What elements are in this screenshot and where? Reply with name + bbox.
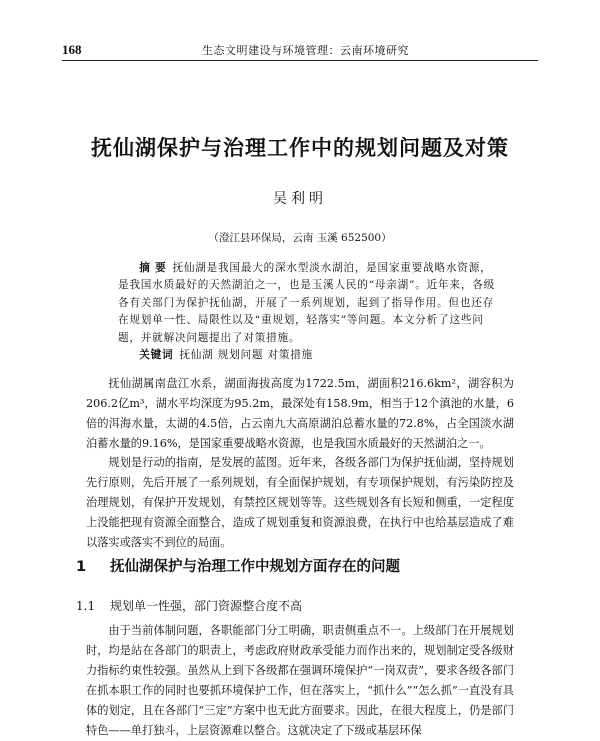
abstract-label: 摘 要 [139, 262, 167, 274]
subsection-number: 1.1 [76, 599, 96, 613]
keywords-text: 抚仙湖 规划问题 对策措施 [179, 349, 314, 362]
keywords [118, 347, 502, 364]
section-number: 1 [76, 559, 87, 575]
section-title: 抚仙湖保护与治理工作中规划方面存在的问题 [110, 559, 400, 575]
abstract-paragraph [118, 260, 502, 347]
abstract-text: 抚仙湖是我国最大的深水型淡水湖泊，是国家重要战略水资源，是我国水质最好的天然湖泊之一，也是玉溪人民的“母亲湖”。近年来，各级各有关部门为保护抚仙湖，开展了一系列规划，起到了指导作用。但也还存在规划单一性、局限性以及“重规划，轻落实”等问题。本文分析了这些问题，并就解决问题提出了对策措施。 [118, 262, 496, 344]
section-heading [76, 555, 400, 576]
subsection-title: 规划单一性强，部门资源整合度不高 [110, 599, 303, 613]
page-number: 168 [62, 42, 82, 57]
body-paragraph: 由于当前体制问题，各职能部门分工明确，职责侧重点不一。上级部门在开展规划时，均是站在各部门的职责上，考虑政府财政承受能力而作出来的，规划制定受各级财力指标约束性较强。虽然从上到下各级都在强调环境保护“一岗双责”，要求各级各部门在抓本职工作的同时也要抓环境保护工作，但在落实上，“抓什么”“怎么抓”一直没有具体的划定，且在各部门“三定”方案中也无此方面要求。因此，在很大程度上，仍是部门特色——单打独斗，上层资源难以整合。这就决定了下级或基层环保 [86, 624, 514, 737]
abstract [118, 260, 502, 364]
subsection-heading [76, 597, 302, 614]
running-head-title: 生态文明建设与环境管理：云南环境研究 [202, 44, 409, 57]
author-affiliation: （澄江县环保局，云南 玉溪 652500） [208, 232, 392, 244]
intro-paragraph: 抚仙湖属南盘江水系，湖面海拔高度为1722.5m，湖面积216.6km²，湖容积为206.2亿m³，湖水平均深度为95.2m，最深处有158.9m，相当于12个滇池的水量，6倍的洱海水量，太湖的4.5倍，占云南九大高原湖泊总蓄水量的72.8%，占全国淡水湖泊蓄水量的9.16%，是国家重要战略水资源，也是我国水质最好的天然湖泊之一。 [86, 377, 514, 450]
paper-title: 抚仙湖保护与治理工作中的规划问题及对策 [91, 136, 509, 160]
keywords-label: 关键词 [139, 349, 174, 362]
author-name: 吴利明 [273, 191, 327, 207]
header-rule [62, 60, 538, 61]
planning-paragraph: 规划是行动的指南，是发展的蓝图。近年来，各级各部门为保护抚仙湖，坚持规划先行原则，先后开展了一系列规划，有全面保护规划，有专项保护规划，有污染防控及治理规划，有保护开发规划，有禁控区规划等等。这些规划各有长短和侧重，一定程度上没能把现有资源全面整合，造成了规划重复和资源浪费，在执行中也给基层造成了难以落实或落实不到位的局面。 [86, 456, 514, 549]
